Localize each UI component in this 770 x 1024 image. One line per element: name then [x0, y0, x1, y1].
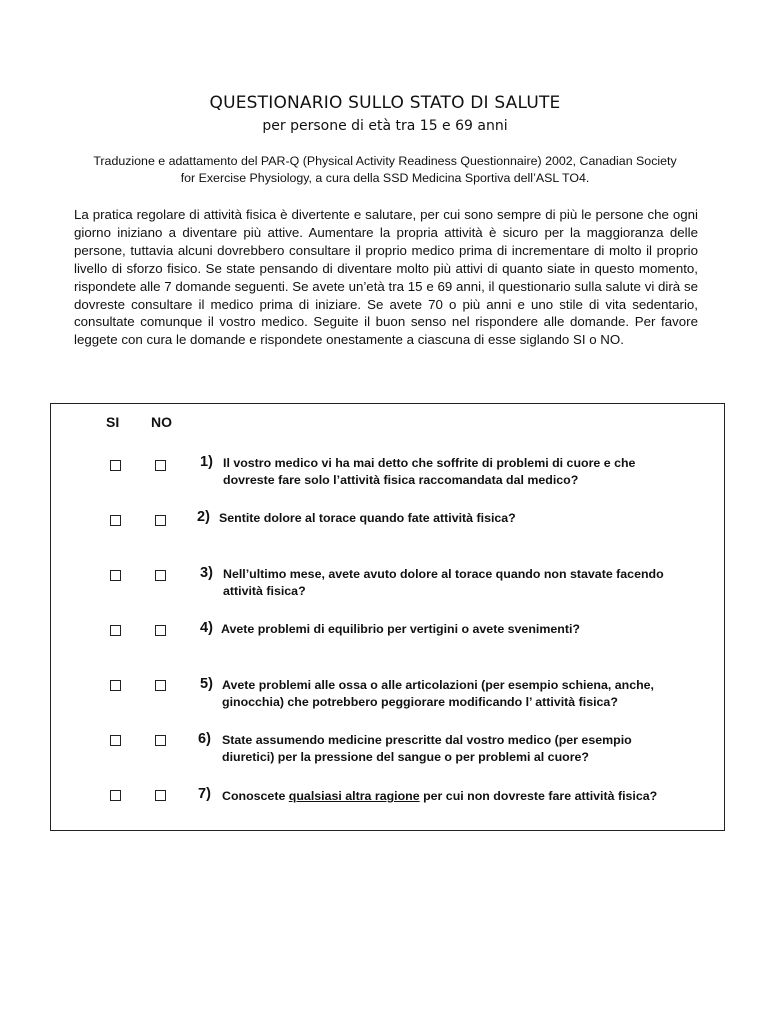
- q4-no-checkbox[interactable]: [155, 625, 166, 636]
- q7-no-checkbox[interactable]: [155, 790, 166, 801]
- column-header-no: NO: [151, 414, 172, 430]
- column-header-si: SI: [106, 414, 120, 430]
- question-text-part: per cui non dovreste fare attività fisica?: [419, 789, 658, 803]
- question-text: [223, 455, 635, 489]
- questions-box: [50, 403, 725, 831]
- question-text: [221, 621, 580, 638]
- question-number: 5): [200, 676, 213, 692]
- question-text: [222, 788, 657, 805]
- question-line: Avete problemi alle ossa o alle articolazioni (per esempio schiena, anche,: [222, 678, 654, 692]
- credit-line: for Exercise Physiology, a cura della SSD Medicina Sportiva dell’ASL TO4.: [180, 171, 590, 185]
- question-number: 1): [200, 454, 213, 470]
- q3-si-checkbox[interactable]: [110, 570, 121, 581]
- question-number: 2): [197, 509, 210, 525]
- q2-si-checkbox[interactable]: [110, 515, 121, 526]
- question-number: 4): [200, 620, 213, 636]
- q6-si-checkbox[interactable]: [110, 735, 121, 746]
- question-text-part: Conoscete: [222, 789, 289, 803]
- question-line: Sentite dolore al torace quando fate attività fisica?: [219, 511, 516, 525]
- question-number: 7): [198, 786, 211, 802]
- intro-paragraph: La pratica regolare di attività fisica è divertente e salutare, per cui sono sempre di più le persone che ogni giorno iniziano a diventare più attive. Aumentare la propria attività è sicuro per la maggioranza delle persone, tuttavia alcuni dovrebbero consultare il proprio medico prima di incrementare di molto il proprio livello di sforzo fisico. Se state pensando di diventare molto più attivi di quanto siate in questo momento, rispondete alle 7 domande seguenti. Se avete un’età tra 15 e 69 anni, il questionario sulla salute vi dirà se dovreste consultare il medico prima di iniziare. Se avete 70 o più anni e uno stile di vita sedentario, consultate comunque il vostro medico. Seguite il buon senso nel rispondere alle domande. Per favore leggete con cura le domande e rispondete onestamente a ciascuna di esse siglando SI o NO.: [74, 207, 698, 348]
- q7-si-checkbox[interactable]: [110, 790, 121, 801]
- page-title: QUESTIONARIO SULLO STATO DI SALUTE: [209, 93, 561, 113]
- q5-si-checkbox[interactable]: [110, 680, 121, 691]
- q3-no-checkbox[interactable]: [155, 570, 166, 581]
- q2-no-checkbox[interactable]: [155, 515, 166, 526]
- question-line: dovreste fare solo l’attività fisica raccomandata dal medico?: [223, 473, 579, 487]
- credit-line: Traduzione e adattamento del PAR-Q (Physical Activity Readiness Questionnaire) 2002, Canadian Society: [93, 154, 677, 168]
- question-line: Nell’ultimo mese, avete avuto dolore al torace quando non stavate facendo: [223, 567, 664, 581]
- question-number: 6): [198, 731, 211, 747]
- question-number: 3): [200, 565, 213, 581]
- question-text: [222, 732, 632, 766]
- question-text: [223, 566, 664, 600]
- q1-si-checkbox[interactable]: [110, 460, 121, 471]
- page-subtitle: per persone di età tra 15 e 69 anni: [262, 118, 508, 134]
- q5-no-checkbox[interactable]: [155, 680, 166, 691]
- question-text: [219, 510, 516, 527]
- question-text-underlined: qualsiasi altra ragione: [288, 789, 420, 803]
- credit-note: [60, 153, 710, 187]
- q6-no-checkbox[interactable]: [155, 735, 166, 746]
- question-text: [222, 677, 654, 711]
- question-line: diuretici) per la pressione del sangue o per problemi al cuore?: [222, 750, 589, 764]
- q4-si-checkbox[interactable]: [110, 625, 121, 636]
- question-line: attività fisica?: [223, 584, 306, 598]
- q1-no-checkbox[interactable]: [155, 460, 166, 471]
- question-line: Avete problemi di equilibrio per vertigini o avete svenimenti?: [221, 622, 580, 636]
- question-line: State assumendo medicine prescritte dal vostro medico (per esempio: [222, 733, 632, 747]
- question-line: ginocchia) che potrebbero peggiorare modificando l’ attività fisica?: [222, 695, 618, 709]
- question-line: Il vostro medico vi ha mai detto che soffrite di problemi di cuore e che: [223, 456, 636, 470]
